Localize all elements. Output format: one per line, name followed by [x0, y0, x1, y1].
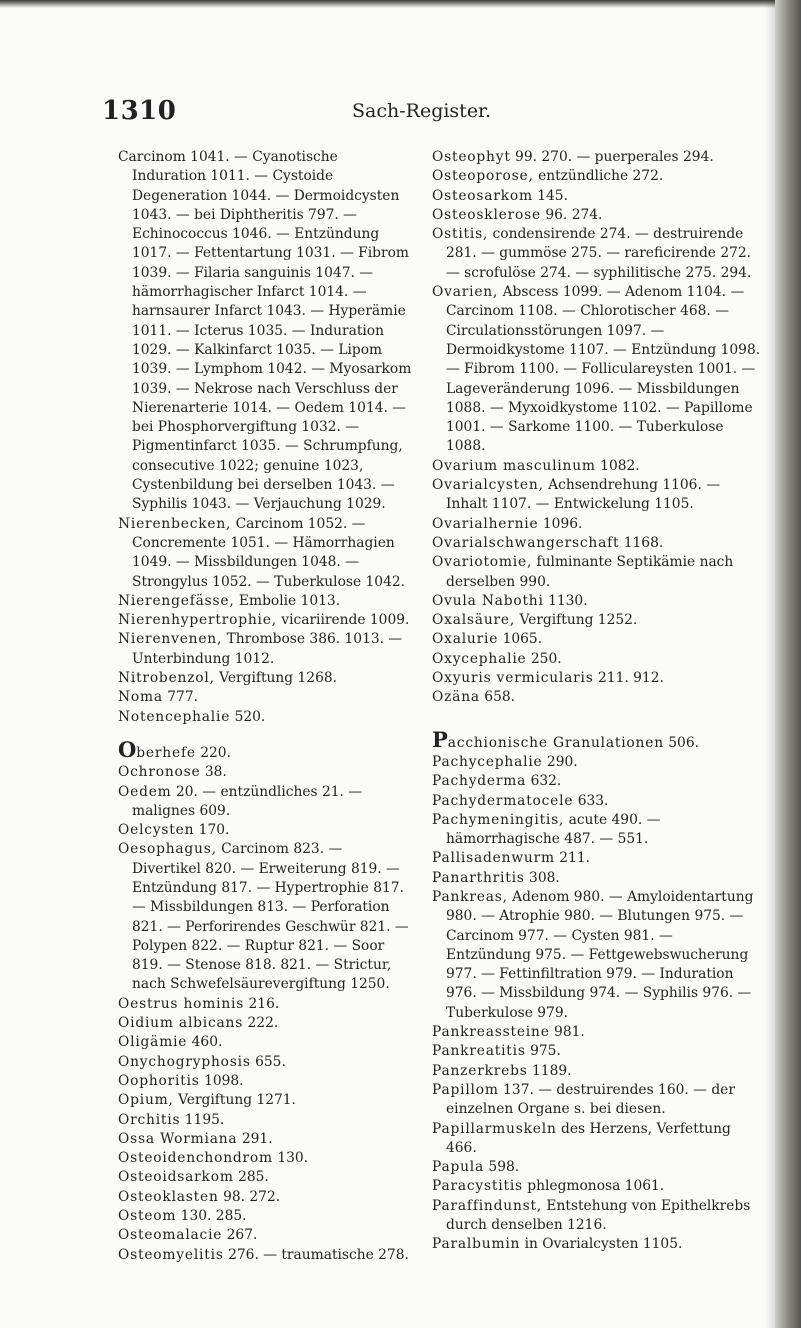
- index-entry: [118, 1226, 414, 1245]
- index-entry: [432, 206, 762, 225]
- index-entry: [432, 1235, 762, 1254]
- index-references: Adenom 980. — Amyloidentartung 980. — Atrophie 980. — Blutungen 975. — Carcinom 977. — Cysten 981. — Entzündung 975. — Fettgewebswucherung 977. — Fettinfiltration 979. — Induration 976. — Missbildung 974. — Syphilis 976. — Tuberkulose 979.: [446, 888, 754, 1021]
- index-column-left: [118, 148, 414, 1265]
- index-references: 220.: [195, 744, 231, 761]
- index-references: 633.: [573, 792, 609, 809]
- index-headword: Oelcysten: [118, 822, 195, 839]
- index-references: Thrombose 386. 1013. — Unterbindung 1012.: [132, 631, 403, 667]
- index-references: 276. — traumatische 278.: [223, 1246, 409, 1263]
- index-references: 1168.: [619, 534, 664, 551]
- page-header: [102, 96, 731, 128]
- index-references: condensirende 274. — destruirende 281. — gummöse 275. — rareficirende 272. — scrofulöse 274. — syphilitische 275. 294.: [446, 226, 752, 281]
- index-headword: Noma: [118, 689, 163, 706]
- index-references: Carcinom 823. — Divertikel 820. — Erweiterung 819. — Entzündung 817. — Hypertrophie 817. — Missbildungen 813. — Perforation 821. — Perforirendes Geschwür 821. — Polypen 822. — Ruptur 821. — Soor 819. — Stenose 818. 821. — Strictur, nach Schwefelsäurevergiftung 1250.: [132, 841, 409, 993]
- index-headword: Nierenhypertrophie,: [118, 612, 277, 629]
- index-entry: [118, 1188, 414, 1207]
- index-entry: [118, 1053, 414, 1072]
- index-entry: [432, 726, 762, 753]
- index-headword: Pachydermatocele: [432, 792, 574, 809]
- index-entry: [432, 1042, 762, 1061]
- index-column-right: [432, 148, 762, 1255]
- index-headword: Osteosarkom: [432, 187, 533, 204]
- index-headword: Nierengefässe,: [118, 592, 235, 609]
- index-entry: [118, 611, 414, 630]
- index-headword: Ovarialschwangerschaft: [432, 534, 620, 551]
- index-references: 1130.: [543, 592, 588, 609]
- index-references: 130.: [272, 1150, 309, 1167]
- index-entry: [118, 1014, 414, 1033]
- index-entry: [118, 669, 414, 688]
- index-references: 777.: [162, 689, 198, 706]
- index-entry: [432, 148, 762, 167]
- index-entry: [432, 688, 762, 707]
- index-entry: [118, 783, 414, 822]
- index-entry: [118, 1091, 414, 1110]
- index-references: Vergiftung 1268.: [214, 670, 338, 687]
- index-entry: [118, 515, 414, 592]
- index-entry: [432, 849, 762, 868]
- index-headword: Ovula Nabothi: [432, 592, 544, 609]
- index-references: 632.: [526, 773, 562, 790]
- index-headword: Osteoklasten: [118, 1188, 219, 1205]
- index-headword: Onychogryphosis: [118, 1053, 251, 1070]
- index-headword: Ovarien,: [432, 284, 499, 301]
- index-references: 211.: [554, 850, 590, 867]
- index-headword: Panarthritis: [432, 869, 525, 886]
- index-references: 1096.: [538, 515, 583, 532]
- index-headword: Ovarialcysten,: [432, 477, 544, 494]
- index-headword: Panzerkrebs: [432, 1062, 528, 1079]
- index-headword: Notencephalie: [118, 708, 231, 725]
- index-references: fulminante Septikämie nach derselben 990.: [446, 554, 734, 590]
- index-references: 216.: [244, 995, 280, 1012]
- index-headword: Nierenbecken,: [118, 515, 232, 532]
- index-headword: Ozäna: [432, 689, 480, 706]
- index-entry: [118, 1033, 414, 1052]
- index-entry: [118, 821, 414, 840]
- index-entry: [432, 792, 762, 811]
- index-references: 98. 272.: [218, 1188, 281, 1205]
- index-entry: [432, 1023, 762, 1042]
- index-headword: Nierenvenen,: [118, 631, 223, 648]
- index-entry: [432, 187, 762, 206]
- index-references: in Ovarialcysten 1105.: [520, 1236, 683, 1253]
- index-references: 267.: [222, 1227, 258, 1244]
- page-top-shadow: [0, 0, 801, 8]
- index-entry: [118, 1207, 414, 1226]
- index-references: 222.: [243, 1015, 279, 1032]
- index-entry: [432, 283, 762, 457]
- index-references: vicariirende 1009.: [276, 612, 410, 629]
- index-headword: Paraffindunst,: [432, 1197, 543, 1214]
- index-headword: Osteosklerose: [432, 206, 541, 223]
- index-headword: Pacchionische Granulationen: [432, 726, 664, 752]
- index-headword: Pankreas,: [432, 888, 508, 905]
- index-headword: Oedem: [118, 783, 172, 800]
- index-entry: [118, 148, 414, 515]
- index-entry: [118, 840, 414, 994]
- index-references: 96. 274.: [540, 206, 603, 223]
- index-headword: Oberhefe: [118, 736, 196, 762]
- index-headword: Oxalsäure,: [432, 612, 516, 629]
- index-entry: [432, 225, 762, 283]
- running-head: Sach-Register.: [352, 100, 492, 122]
- index-references: 975.: [525, 1043, 561, 1060]
- index-entry: [432, 888, 762, 1023]
- index-entry: [118, 1111, 414, 1130]
- index-headword: Ovarialhernie: [432, 515, 539, 532]
- index-headword: Ossa Wormiana: [118, 1130, 238, 1147]
- index-entry: [118, 592, 414, 611]
- index-headword: Oidium albicans: [118, 1015, 244, 1032]
- index-references: 1195.: [180, 1111, 225, 1128]
- page-number: 1310: [102, 96, 177, 126]
- index-entry: [118, 630, 414, 669]
- index-entry: [432, 869, 762, 888]
- index-references: 520.: [230, 708, 266, 725]
- index-references: 506.: [663, 734, 699, 751]
- index-headword: Oesophagus,: [118, 841, 217, 858]
- index-headword: Osteomalacie: [118, 1227, 223, 1244]
- index-entry: [432, 669, 762, 688]
- index-entry: [432, 611, 762, 630]
- index-references: 291.: [237, 1130, 273, 1147]
- index-headword: Ostitis,: [432, 226, 489, 243]
- index-headword: Oophoritis: [118, 1072, 200, 1089]
- index-headword: Ovarium masculinum: [432, 457, 596, 474]
- index-entry: [432, 553, 762, 592]
- index-references: Vergiftung 1271.: [173, 1092, 296, 1109]
- index-headword: Osteomyelitis: [118, 1246, 224, 1263]
- index-entry: [118, 1168, 414, 1187]
- index-references: Abscess 1099. — Adenom 1104. — Carcinom 1108. — Chlorotischer 468. — Circulationsstörungen 1097. — Dermoidkystome 1107. — Entzündung 1098. — Fibrom 1100. — Folliculareysten 1001. — Lageveränderung 1096. — Missbildungen 1088. — Myxoidkystome 1102. — Papillome 1001. — Sarkome 1100. — Tuberkulose 1088.: [446, 284, 761, 455]
- index-references: des Herzens, Verfettung 466.: [446, 1120, 731, 1156]
- index-references: 1065.: [498, 631, 543, 648]
- index-headword: Pankreatitis: [432, 1043, 526, 1060]
- index-entry: [118, 1246, 414, 1265]
- index-headword: Osteoidsarkom: [118, 1169, 234, 1186]
- index-references: Embolie 1013.: [234, 592, 341, 609]
- index-references: 1098.: [199, 1072, 244, 1089]
- index-entry: [432, 1081, 762, 1120]
- index-headword: Oligämie: [118, 1034, 188, 1051]
- index-headword: Oxalurie: [432, 631, 499, 648]
- index-references: entzündliche 272.: [533, 168, 664, 185]
- index-entry: [432, 630, 762, 649]
- index-headword: Pankreassteine: [432, 1024, 550, 1041]
- index-entry: [118, 1149, 414, 1168]
- index-entry: [118, 763, 414, 782]
- index-headword: Opium,: [118, 1092, 174, 1109]
- index-references: 250.: [526, 650, 562, 667]
- index-entry: [432, 476, 762, 515]
- index-references: 658.: [479, 689, 516, 706]
- index-entry: [432, 1120, 762, 1159]
- index-entry: [432, 1197, 762, 1236]
- index-entry: [432, 515, 762, 534]
- index-references: 981.: [549, 1024, 585, 1041]
- index-entry: [118, 1072, 414, 1091]
- index-entry: [432, 753, 762, 772]
- index-references: 1189.: [527, 1062, 572, 1079]
- index-entry: [432, 650, 762, 669]
- index-references: 99. 270. — puerperales 294.: [510, 149, 714, 165]
- index-headword: Oxyuris vermicularis: [432, 670, 594, 687]
- index-entry: [118, 688, 414, 707]
- index-entry: [432, 1062, 762, 1081]
- index-references: Achsendrehung 1106. — Inhalt 1107. — Entwickelung 1105.: [446, 477, 721, 513]
- index-headword: Osteom: [118, 1208, 177, 1225]
- index-references: Entstehung von Epithelkrebs durch denselben 1216.: [446, 1197, 751, 1234]
- index-headword: Pachyderma: [432, 773, 527, 790]
- index-references: 137. — destruirendes 160. — der einzelnen Organe s. bei diesen.: [446, 1081, 735, 1118]
- index-headword: Pallisadenwurm: [432, 850, 555, 867]
- index-references: 655.: [250, 1053, 286, 1070]
- index-entry: [432, 534, 762, 553]
- index-references: Carcinom 1041. — Cyanotische Induration 1011. — Cystoide Degeneration 1044. — Dermoidcysten 1043. — bei Diphtheritis 797. — Echinococcus 1046. — Entzündung 1017. — Fettentartung 1031. — Fibrom 1039. — Filaria sanguinis 1047. — hämorrhagischer Infarct 1014. — harnsaurer Infarct 1043. — Hyperämie 1011. — Icterus 1035. — Induration 1029. — Kalkinfarct 1035. — Lipom 1039. — Lymphom 1042. — Myosarkom 1039. — Nekrose nach Verschluss der Nierenarterie 1014. — Oedem 1014. — bei Phosphorvergiftung 1032. — Pigmentinfarct 1035. — Schrumpfung, consecutive 1022; genuine 1023, Cystenbildung bei derselben 1043. — Syphilis 1043. — Verjauchung 1029.: [118, 149, 412, 513]
- index-headword: Ovariotomie,: [432, 554, 533, 571]
- index-references: 308.: [524, 869, 560, 886]
- index-entry: [432, 772, 762, 791]
- index-references: acute 490. — hämorrhagische 487. — 551.: [446, 811, 661, 848]
- index-entry: [118, 995, 414, 1014]
- index-headword: Pachycephalie: [432, 753, 543, 770]
- index-headword: Paralbumin: [432, 1236, 521, 1253]
- index-references: 211. 912.: [593, 670, 664, 687]
- index-headword: Papula: [432, 1159, 485, 1176]
- index-headword: Ochronose: [118, 764, 201, 781]
- index-references: 285.: [233, 1169, 269, 1186]
- index-entry: [432, 167, 762, 186]
- index-entry: [432, 811, 762, 850]
- index-references: Carcinom 1052. — Concremente 1051. — Hämorrhagien 1049. — Missbildungen 1048. — Strongylus 1052. — Tuberkulose 1042.: [132, 515, 406, 590]
- page-gutter-shadow: [765, 0, 775, 1328]
- index-headword: Oxycephalie: [432, 650, 527, 667]
- index-headword: Osteoidenchondrom: [118, 1150, 273, 1167]
- index-entry: [432, 457, 762, 476]
- section-gap: [432, 708, 762, 730]
- index-references: 290.: [542, 753, 578, 770]
- index-references: phlegmonosa 1061.: [522, 1178, 665, 1195]
- index-headword: Papillom: [432, 1081, 499, 1098]
- index-references: 598.: [484, 1159, 520, 1176]
- index-headword: Orchitis: [118, 1111, 181, 1128]
- index-references: 130. 285.: [176, 1208, 247, 1225]
- index-references: 460.: [187, 1034, 223, 1051]
- index-entry: [118, 736, 414, 763]
- index-entry: [432, 592, 762, 611]
- index-references: 170.: [194, 822, 230, 839]
- index-references: 145.: [532, 187, 568, 204]
- index-references: 20. — entzündliches 21. — malignes 609.: [132, 783, 363, 819]
- index-entry: [432, 1177, 762, 1196]
- index-entry: [118, 708, 414, 727]
- index-headword: Osteophyt: [432, 149, 511, 165]
- section-gap: [118, 727, 414, 740]
- index-headword: Papillarmuskeln: [432, 1120, 557, 1137]
- index-references: Vergiftung 1252.: [515, 612, 638, 629]
- index-references: 1082.: [595, 457, 640, 474]
- index-headword: Nitrobenzol,: [118, 670, 215, 687]
- index-entry: [432, 1158, 762, 1177]
- index-headword: Osteoporose,: [432, 168, 534, 185]
- page-edge: [775, 0, 801, 1328]
- index-references: 38.: [200, 764, 227, 781]
- index-headword: Pachymeningitis,: [432, 811, 565, 828]
- index-entry: [118, 1130, 414, 1149]
- index-headword: Paracystitis: [432, 1178, 523, 1195]
- index-headword: Oestrus hominis: [118, 995, 245, 1012]
